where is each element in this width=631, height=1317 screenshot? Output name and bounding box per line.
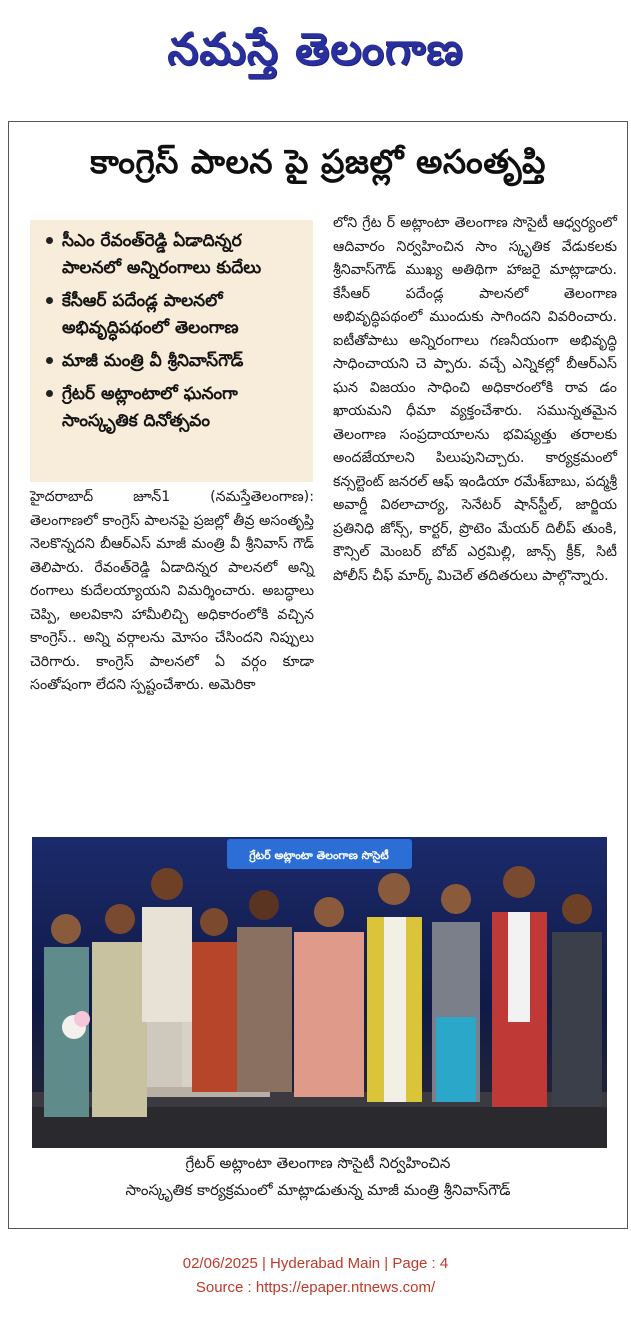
highlight-text: గ్రేటర్ అట్లాంటాలో ఘనంగా సాంస్కృతిక దినోత్సవం [62, 384, 238, 431]
body-text-right: లోని గ్రేట ర్ అట్లాంటా తెలంగాణ సొసైటీ ఆధ్వర్యంలో ఆదివారం నిర్వహించిన సాం స్కృతిక వేడుకలకు శ్రీనివాస్‌గౌడ్ ముఖ్య అతిథిగా హాజరై మాట్లాడారు. కేసీఆర్ పదేండ్ల పాలనలో తెలంగాణ అభివృద్ధిపథంలో ముందుకు సాగిందని వివరించారు. ఐటీతోపాటు అన్నిరంగాలు గణనీయంగా అభివృద్ధి సాధించాయని చె ప్పారు. వచ్చే ఎన్నికల్లో బీఆర్‌ఎస్ ఘన విజయం సాధించి అధికారంలోకి రావ డం ఖాయమని ధీమా వ్యక్తంచేశారు. సమున్నతమైన తెలంగాణ సంప్రదాయాలను భవిష్యత్తు తరాలకు అందజేయాలని పిలుపునిచ్చారు. కార్యక్రమంలో కన్సల్టెంట్ జనరల్ ఆఫ్ ఇండియా రమేశ్‌బాబు, పద్మశ్రీ అవార్డీ విఠలాచార్య, సెనేటర్ షాన్‌స్టీల్, జార్జియ ప్రతినిధి జోన్స్, కార్టర్, ప్రొటెం మేయర్ దిలీప్ తుంకి, కౌన్సిల్ మెంబర్ బోబ్ ఎర్రమిల్లి, జాన్స్ క్రీక్, సిటీ పోలీస్ చీఫ్ మార్క్ మిచెల్ తదితరులు పాల్గొన్నారు. [333, 215, 617, 584]
highlight-item [46, 288, 305, 342]
body-text-left: హైదరాబాద్ జూన్1 (నమస్తేతెలంగాణ): తెలంగాణలో కాంగ్రెస్ పాలనపై ప్రజల్లో తీవ్ర అసంతృప్తి నెలకొన్నదని బీఆర్‌ఎస్ మాజీ మంత్రి వీ శ్రీనివాస్ గౌడ్ తెలిపారు. రేవంత్‌రెడ్డి ఏడాదిన్నర పాలనలో అన్ని రంగాలు కుదేలయ్యాయని విమర్శించారు. అబద్ధాలు చెప్పి, అలవికాని హామీలిచ్చి అధికారంలోకి వచ్చిన కాంగ్రెస్.. అన్ని వర్గాలను మోసం చేసిందని నిప్పులు చెరిగారు. కాంగ్రెస్ పాలనలో ఏ వర్గం కూడా సంతోషంగా లేదని స్పష్టంచేశారు. అమెరికా [30, 489, 314, 693]
highlight-item [46, 228, 305, 282]
highlight-text: కేసీఆర్ పదేండ్ల పాలనలో అభివృద్ధిపథంలో తెలంగాణ [62, 291, 239, 338]
masthead [0, 0, 631, 110]
highlight-text: మాజీ మంత్రి వీ శ్రీనివాస్‌గౌడ్ [62, 351, 244, 371]
event-photo-illustration [32, 837, 607, 1148]
body-column-left [30, 486, 314, 698]
highlight-item [46, 381, 305, 435]
banner-text: గ్రేటర్ అట్లాంటా తెలంగాణ సొసైటీ [249, 849, 389, 862]
caption-line-1: గ్రేటర్ అట్లాంటా తెలంగాణ సొసైటీ నిర్వహించిన [185, 1154, 451, 1172]
highlights-box [30, 220, 313, 482]
article-headline: కాంగ్రెస్ పాలన పై ప్రజల్లో అసంతృప్తి [90, 142, 546, 181]
bullet-icon [46, 297, 53, 304]
body-column-right [333, 212, 617, 588]
bullet-icon [46, 390, 53, 397]
article-clipping [8, 121, 628, 1229]
highlight-text: సీఎం రేవంత్‌రెడ్డి ఏడాదిన్నర పాలనలో అన్నిరంగాలు కుదేలు [62, 231, 262, 278]
footer-date-edition: 02/06/2025 | Hyderabad Main | Page : 4 [182, 1255, 449, 1272]
caption-line-2: సాంస్కృతిక కార్యక్రమంలో మాట్లాడుతున్న మాజీ మంత్రి శ్రీనివాస్‌గౌడ్ [125, 1181, 511, 1199]
highlight-item [46, 348, 305, 375]
masthead-logo: నమస్తే తెలంగాణ [167, 24, 464, 75]
footer-source: Source : https://epaper.ntnews.com/ [195, 1279, 436, 1296]
event-photo [32, 837, 607, 1148]
photo-caption [9, 1150, 627, 1204]
bullet-icon [46, 357, 53, 364]
bullet-icon [46, 237, 53, 244]
